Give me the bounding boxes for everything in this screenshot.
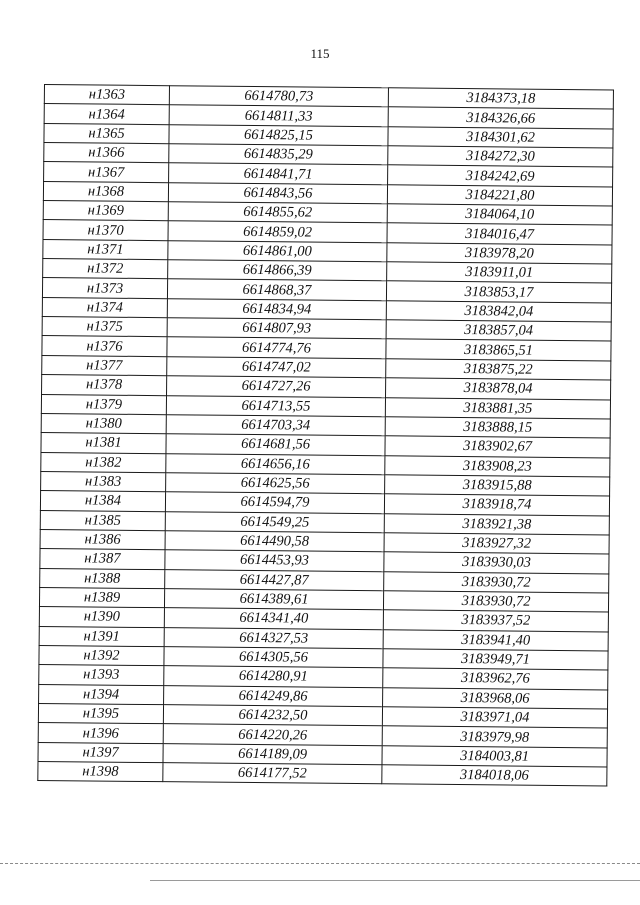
y-coordinate-cell: 3184221,80 bbox=[387, 185, 612, 207]
point-id-cell: н1397 bbox=[38, 742, 163, 763]
x-coordinate-cell: 6614594,79 bbox=[165, 492, 384, 513]
point-id-cell: н1382 bbox=[41, 452, 166, 473]
x-coordinate-cell: 6614232,50 bbox=[163, 705, 382, 726]
point-id-cell: н1389 bbox=[39, 587, 164, 608]
x-coordinate-cell: 6614427,87 bbox=[165, 569, 384, 590]
point-id-cell: н1394 bbox=[39, 684, 164, 705]
coordinates-table-wrapper bbox=[37, 84, 610, 787]
y-coordinate-cell: 3183865,51 bbox=[386, 339, 611, 361]
x-coordinate-cell: 6614389,61 bbox=[164, 589, 383, 610]
x-coordinate-cell: 6614727,26 bbox=[167, 376, 386, 397]
y-coordinate-cell: 3183937,52 bbox=[383, 610, 608, 632]
y-coordinate-cell: 3184016,47 bbox=[387, 223, 612, 245]
y-coordinate-cell: 3183857,04 bbox=[386, 320, 611, 342]
point-id-cell: н1370 bbox=[43, 220, 168, 241]
x-coordinate-cell: 6614189,09 bbox=[163, 743, 382, 764]
point-id-cell: н1364 bbox=[44, 104, 169, 125]
y-coordinate-cell: 3183949,71 bbox=[383, 649, 608, 671]
x-coordinate-cell: 6614625,56 bbox=[166, 473, 385, 494]
x-coordinate-cell: 6614843,56 bbox=[168, 182, 387, 203]
point-id-cell: н1377 bbox=[42, 355, 167, 376]
x-coordinate-cell: 6614859,02 bbox=[168, 221, 387, 242]
point-id-cell: н1388 bbox=[40, 568, 165, 589]
y-coordinate-cell: 3183930,03 bbox=[384, 552, 609, 574]
y-coordinate-cell: 3183878,04 bbox=[386, 378, 611, 400]
coordinates-table bbox=[37, 84, 614, 787]
x-coordinate-cell: 6614341,40 bbox=[164, 608, 383, 629]
footer-divider bbox=[0, 863, 640, 864]
x-coordinate-cell: 6614280,91 bbox=[164, 666, 383, 687]
y-coordinate-cell: 3183962,76 bbox=[383, 668, 608, 690]
y-coordinate-cell: 3183881,35 bbox=[385, 397, 610, 419]
y-coordinate-cell: 3183908,23 bbox=[385, 455, 610, 477]
x-coordinate-cell: 6614490,58 bbox=[165, 531, 384, 552]
point-id-cell: н1375 bbox=[42, 317, 167, 338]
x-coordinate-cell: 6614703,34 bbox=[166, 415, 385, 436]
y-coordinate-cell: 3184326,66 bbox=[388, 107, 613, 129]
point-id-cell: н1366 bbox=[44, 143, 169, 164]
point-id-cell: н1376 bbox=[42, 336, 167, 357]
y-coordinate-cell: 3184018,06 bbox=[382, 765, 607, 787]
x-coordinate-cell: 6614327,53 bbox=[164, 627, 383, 648]
page-number: 115 bbox=[310, 46, 330, 61]
y-coordinate-cell: 3183971,04 bbox=[382, 707, 607, 729]
x-coordinate-cell: 6614841,71 bbox=[169, 163, 388, 184]
point-id-cell: н1380 bbox=[41, 413, 166, 434]
footer-divider-secondary bbox=[150, 880, 640, 881]
point-id-cell: н1368 bbox=[43, 181, 168, 202]
y-coordinate-cell: 3183930,72 bbox=[383, 591, 608, 613]
x-coordinate-cell: 6614177,52 bbox=[163, 763, 382, 784]
x-coordinate-cell: 6614780,73 bbox=[169, 86, 388, 107]
y-coordinate-cell: 3183888,15 bbox=[385, 417, 610, 439]
point-id-cell: н1365 bbox=[44, 123, 169, 144]
point-id-cell: н1381 bbox=[41, 433, 166, 454]
point-id-cell: н1363 bbox=[44, 85, 169, 106]
y-coordinate-cell: 3183921,38 bbox=[384, 513, 609, 535]
point-id-cell: н1396 bbox=[38, 723, 163, 744]
y-coordinate-cell: 3183978,20 bbox=[387, 243, 612, 265]
point-id-cell: н1398 bbox=[38, 762, 163, 783]
y-coordinate-cell: 3183930,72 bbox=[384, 571, 609, 593]
point-id-cell: н1385 bbox=[40, 510, 165, 531]
x-coordinate-cell: 6614747,02 bbox=[167, 357, 386, 378]
y-coordinate-cell: 3184301,62 bbox=[388, 126, 613, 148]
y-coordinate-cell: 3183979,98 bbox=[382, 726, 607, 748]
y-coordinate-cell: 3183941,40 bbox=[383, 629, 608, 651]
x-coordinate-cell: 6614855,62 bbox=[168, 202, 387, 223]
y-coordinate-cell: 3183902,67 bbox=[385, 436, 610, 458]
y-coordinate-cell: 3184272,30 bbox=[388, 146, 613, 168]
x-coordinate-cell: 6614835,29 bbox=[169, 144, 388, 165]
x-coordinate-cell: 6614866,39 bbox=[168, 260, 387, 281]
point-id-cell: н1393 bbox=[39, 665, 164, 686]
x-coordinate-cell: 6614305,56 bbox=[164, 647, 383, 668]
x-coordinate-cell: 6614249,86 bbox=[164, 685, 383, 706]
point-id-cell: н1378 bbox=[42, 375, 167, 396]
point-id-cell: н1392 bbox=[39, 645, 164, 666]
point-id-cell: н1386 bbox=[40, 529, 165, 550]
y-coordinate-cell: 3183911,01 bbox=[387, 262, 612, 284]
x-coordinate-cell: 6614834,94 bbox=[167, 298, 386, 319]
y-coordinate-cell: 3183875,22 bbox=[386, 359, 611, 381]
x-coordinate-cell: 6614774,76 bbox=[167, 337, 386, 358]
coordinates-table-body bbox=[38, 85, 614, 787]
x-coordinate-cell: 6614868,37 bbox=[167, 279, 386, 300]
y-coordinate-cell: 3184003,81 bbox=[382, 745, 607, 767]
point-id-cell: н1372 bbox=[43, 259, 168, 280]
point-id-cell: н1374 bbox=[42, 297, 167, 318]
y-coordinate-cell: 3183927,32 bbox=[384, 533, 609, 555]
x-coordinate-cell: 6614681,56 bbox=[166, 434, 385, 455]
y-coordinate-cell: 3184064,10 bbox=[387, 204, 612, 226]
x-coordinate-cell: 6614656,16 bbox=[166, 453, 385, 474]
x-coordinate-cell: 6614453,93 bbox=[165, 550, 384, 571]
x-coordinate-cell: 6614713,55 bbox=[166, 395, 385, 416]
point-id-cell: н1390 bbox=[39, 607, 164, 628]
x-coordinate-cell: 6614811,33 bbox=[169, 105, 388, 126]
point-id-cell: н1387 bbox=[40, 549, 165, 570]
x-coordinate-cell: 6614825,15 bbox=[169, 124, 388, 145]
y-coordinate-cell: 3183918,74 bbox=[384, 494, 609, 516]
point-id-cell: н1395 bbox=[38, 703, 163, 724]
y-coordinate-cell: 3183853,17 bbox=[386, 281, 611, 303]
point-id-cell: н1371 bbox=[43, 239, 168, 260]
x-coordinate-cell: 6614807,93 bbox=[167, 318, 386, 339]
y-coordinate-cell: 3184373,18 bbox=[388, 88, 613, 110]
point-id-cell: н1367 bbox=[44, 162, 169, 183]
point-id-cell: н1369 bbox=[43, 201, 168, 222]
x-coordinate-cell: 6614861,00 bbox=[168, 240, 387, 261]
point-id-cell: н1373 bbox=[42, 278, 167, 299]
point-id-cell: н1384 bbox=[40, 491, 165, 512]
point-id-cell: н1383 bbox=[41, 471, 166, 492]
x-coordinate-cell: 6614549,25 bbox=[165, 511, 384, 532]
point-id-cell: н1391 bbox=[39, 626, 164, 647]
y-coordinate-cell: 3183842,04 bbox=[386, 301, 611, 323]
y-coordinate-cell: 3183968,06 bbox=[383, 687, 608, 709]
y-coordinate-cell: 3184242,69 bbox=[388, 165, 613, 187]
y-coordinate-cell: 3183915,88 bbox=[385, 475, 610, 497]
x-coordinate-cell: 6614220,26 bbox=[163, 724, 382, 745]
point-id-cell: н1379 bbox=[41, 394, 166, 415]
